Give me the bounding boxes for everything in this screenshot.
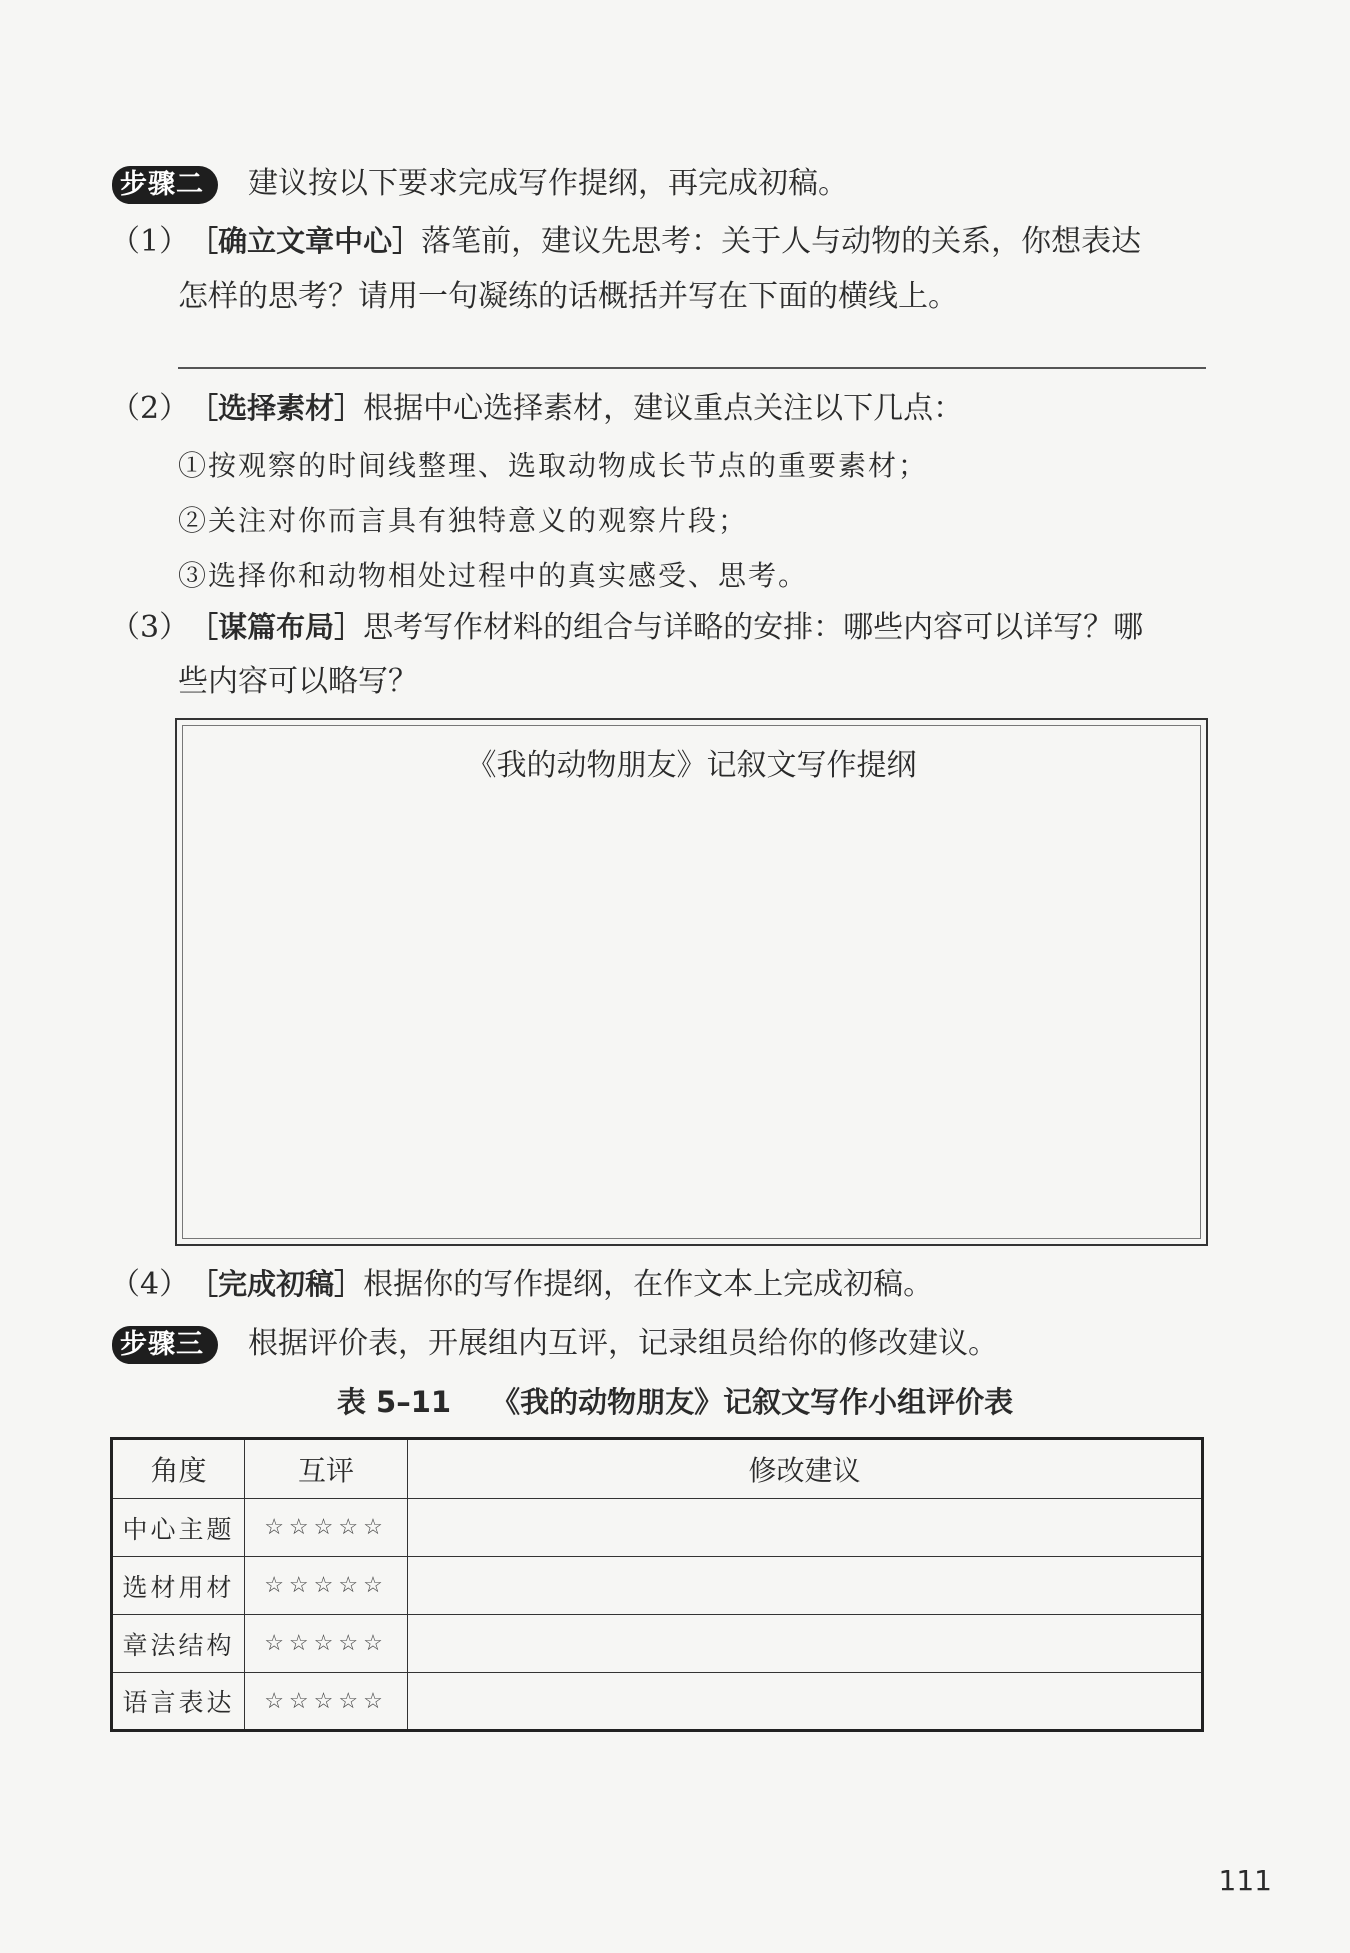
header-angle: 角度	[112, 1439, 245, 1499]
page-number: 111	[1218, 1864, 1272, 1897]
item-1-line1	[110, 220, 1141, 263]
suggestion-cell[interactable]	[408, 1673, 1203, 1731]
table-caption-title: 《我的动物朋友》记叙文写作小组评价表	[491, 1385, 1014, 1419]
item-2-number: （2）	[110, 391, 190, 426]
row-angle: 章法结构	[112, 1615, 245, 1673]
outline-writing-box[interactable]	[175, 718, 1208, 1246]
item-3-number: （3）	[110, 610, 190, 645]
outline-box-title: 《我的动物朋友》记叙文写作提纲	[466, 748, 917, 783]
table-header-row	[112, 1439, 1203, 1499]
item-1-title: ［确立文章中心］	[189, 224, 422, 258]
item-2-line1	[110, 387, 963, 430]
item-1-text: 落笔前，建议先思考：关于人与动物的关系，你想表达	[421, 224, 1142, 259]
item-4-line1	[110, 1263, 933, 1306]
header-peer-review: 互评	[245, 1439, 408, 1499]
row-angle: 选材用材	[112, 1557, 245, 1615]
outline-box-inner-border	[182, 725, 1201, 1239]
item-2-sub-3: ③选择你和动物相处过程中的真实感受、思考。	[178, 559, 809, 592]
table-caption	[0, 1380, 1350, 1421]
star-rating[interactable]: ☆☆☆☆☆	[245, 1499, 408, 1557]
item-1-line2: 怎样的思考？请用一句凝练的话概括并写在下面的横线上。	[178, 279, 958, 314]
step3-instruction: 根据评价表，开展组内互评，记录组员给你的修改建议。	[248, 1326, 998, 1361]
item-3-line2: 些内容可以略写？	[178, 664, 418, 699]
evaluation-table	[110, 1437, 1204, 1732]
table-row	[112, 1615, 1203, 1673]
step3-heading	[112, 1324, 998, 1364]
table-row	[112, 1557, 1203, 1615]
item-2-title: ［选择素材］	[189, 391, 364, 425]
item-2-sub-2: ②关注对你而言具有独特意义的观察片段；	[178, 504, 749, 537]
item-2-sub-1: ①按观察的时间线整理、选取动物成长节点的重要素材；	[178, 449, 929, 482]
step2-badge: 步骤二	[112, 166, 218, 204]
suggestion-cell[interactable]	[408, 1499, 1203, 1557]
item-4-text: 根据你的写作提纲，在作文本上完成初稿。	[363, 1267, 934, 1302]
step3-badge: 步骤三	[112, 1326, 218, 1364]
item-3-title: ［谋篇布局］	[189, 610, 364, 644]
table-row	[112, 1673, 1203, 1731]
item-4-title: ［完成初稿］	[189, 1267, 364, 1301]
step2-heading	[112, 164, 848, 204]
row-angle: 语言表达	[112, 1673, 245, 1731]
item-4-number: （4）	[110, 1267, 190, 1302]
suggestion-cell[interactable]	[408, 1615, 1203, 1673]
table-row	[112, 1499, 1203, 1557]
star-rating[interactable]: ☆☆☆☆☆	[245, 1673, 408, 1731]
item-3-text: 思考写作材料的组合与详略的安排：哪些内容可以详写？哪	[363, 610, 1144, 645]
star-rating[interactable]: ☆☆☆☆☆	[245, 1557, 408, 1615]
step2-instruction: 建议按以下要求完成写作提纲，再完成初稿。	[248, 166, 848, 201]
star-rating[interactable]: ☆☆☆☆☆	[245, 1615, 408, 1673]
answer-blank-line[interactable]	[178, 367, 1206, 369]
header-suggestion: 修改建议	[408, 1439, 1203, 1499]
item-3-line1	[110, 606, 1143, 649]
suggestion-cell[interactable]	[408, 1557, 1203, 1615]
row-angle: 中心主题	[112, 1499, 245, 1557]
item-2-text: 根据中心选择素材，建议重点关注以下几点：	[363, 391, 964, 426]
item-1-number: （1）	[110, 224, 190, 259]
table-caption-number: 表 5–11	[336, 1385, 452, 1419]
